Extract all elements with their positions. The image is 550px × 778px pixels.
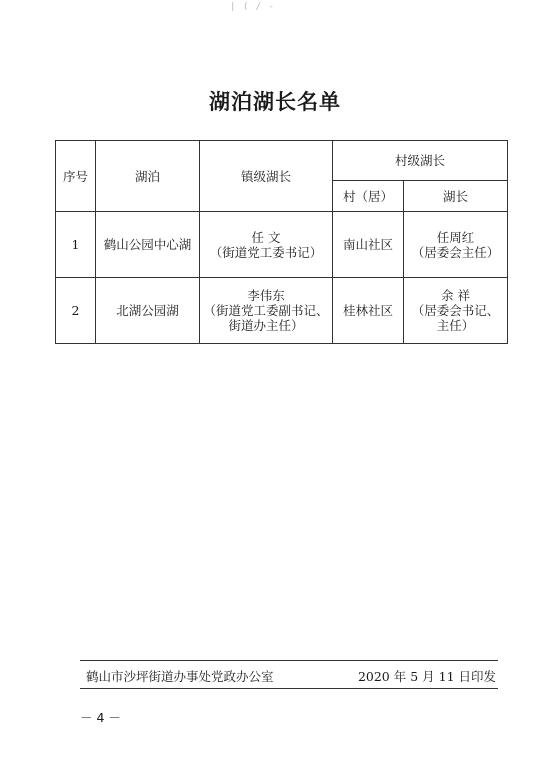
cell-town-chief — [200, 212, 333, 278]
cell-index: 1 — [56, 212, 96, 278]
village-chief-title: （居委会书记、主任） — [411, 303, 500, 333]
village-chief-name: 任周红 — [436, 229, 475, 245]
cell-index: 2 — [56, 278, 96, 344]
lake-chief-table — [55, 140, 508, 344]
cell-lake: 鹤山公园中心湖 — [96, 212, 200, 278]
header-village-group: 村级湖长 — [333, 141, 508, 181]
town-chief-name: 任 文 — [251, 229, 281, 245]
village-chief-name: 余 祥 — [441, 288, 470, 303]
village-chief-title: （居委会主任） — [411, 244, 500, 260]
cell-village: 桂林社区 — [333, 278, 404, 344]
table-row — [56, 278, 508, 344]
town-chief-title: （街道党工委副书记、街道办主任） — [203, 303, 329, 333]
page-number: － 4 － — [80, 710, 121, 725]
footer-top-rule — [80, 660, 498, 661]
header-lake: 湖泊 — [96, 141, 200, 212]
footer-imprint — [86, 667, 496, 685]
header-village-chief: 湖长 — [404, 181, 508, 212]
footer-date: 2020 年 5 月 11 日印发 — [357, 669, 496, 684]
footer-issuer: 鹤山市沙坪街道办事处党政办公室 — [86, 669, 274, 684]
footer-bottom-rule — [80, 688, 498, 689]
cell-village-chief — [404, 278, 508, 344]
header-index: 序号 — [56, 141, 96, 212]
cell-village: 南山社区 — [333, 212, 404, 278]
table-header-row — [56, 141, 508, 181]
cell-village-chief — [404, 212, 508, 278]
document-title: 湖泊湖长名单 — [209, 90, 341, 114]
header-town-chief: 镇级湖长 — [200, 141, 333, 212]
table-row — [56, 212, 508, 278]
cell-town-chief — [200, 278, 333, 344]
scan-marks: | ( / - — [230, 2, 275, 12]
town-chief-title: （街道党工委书记） — [209, 244, 323, 260]
header-village: 村（居） — [333, 181, 404, 212]
cell-lake: 北湖公园湖 — [96, 278, 200, 344]
town-chief-name: 李伟东 — [247, 288, 285, 303]
